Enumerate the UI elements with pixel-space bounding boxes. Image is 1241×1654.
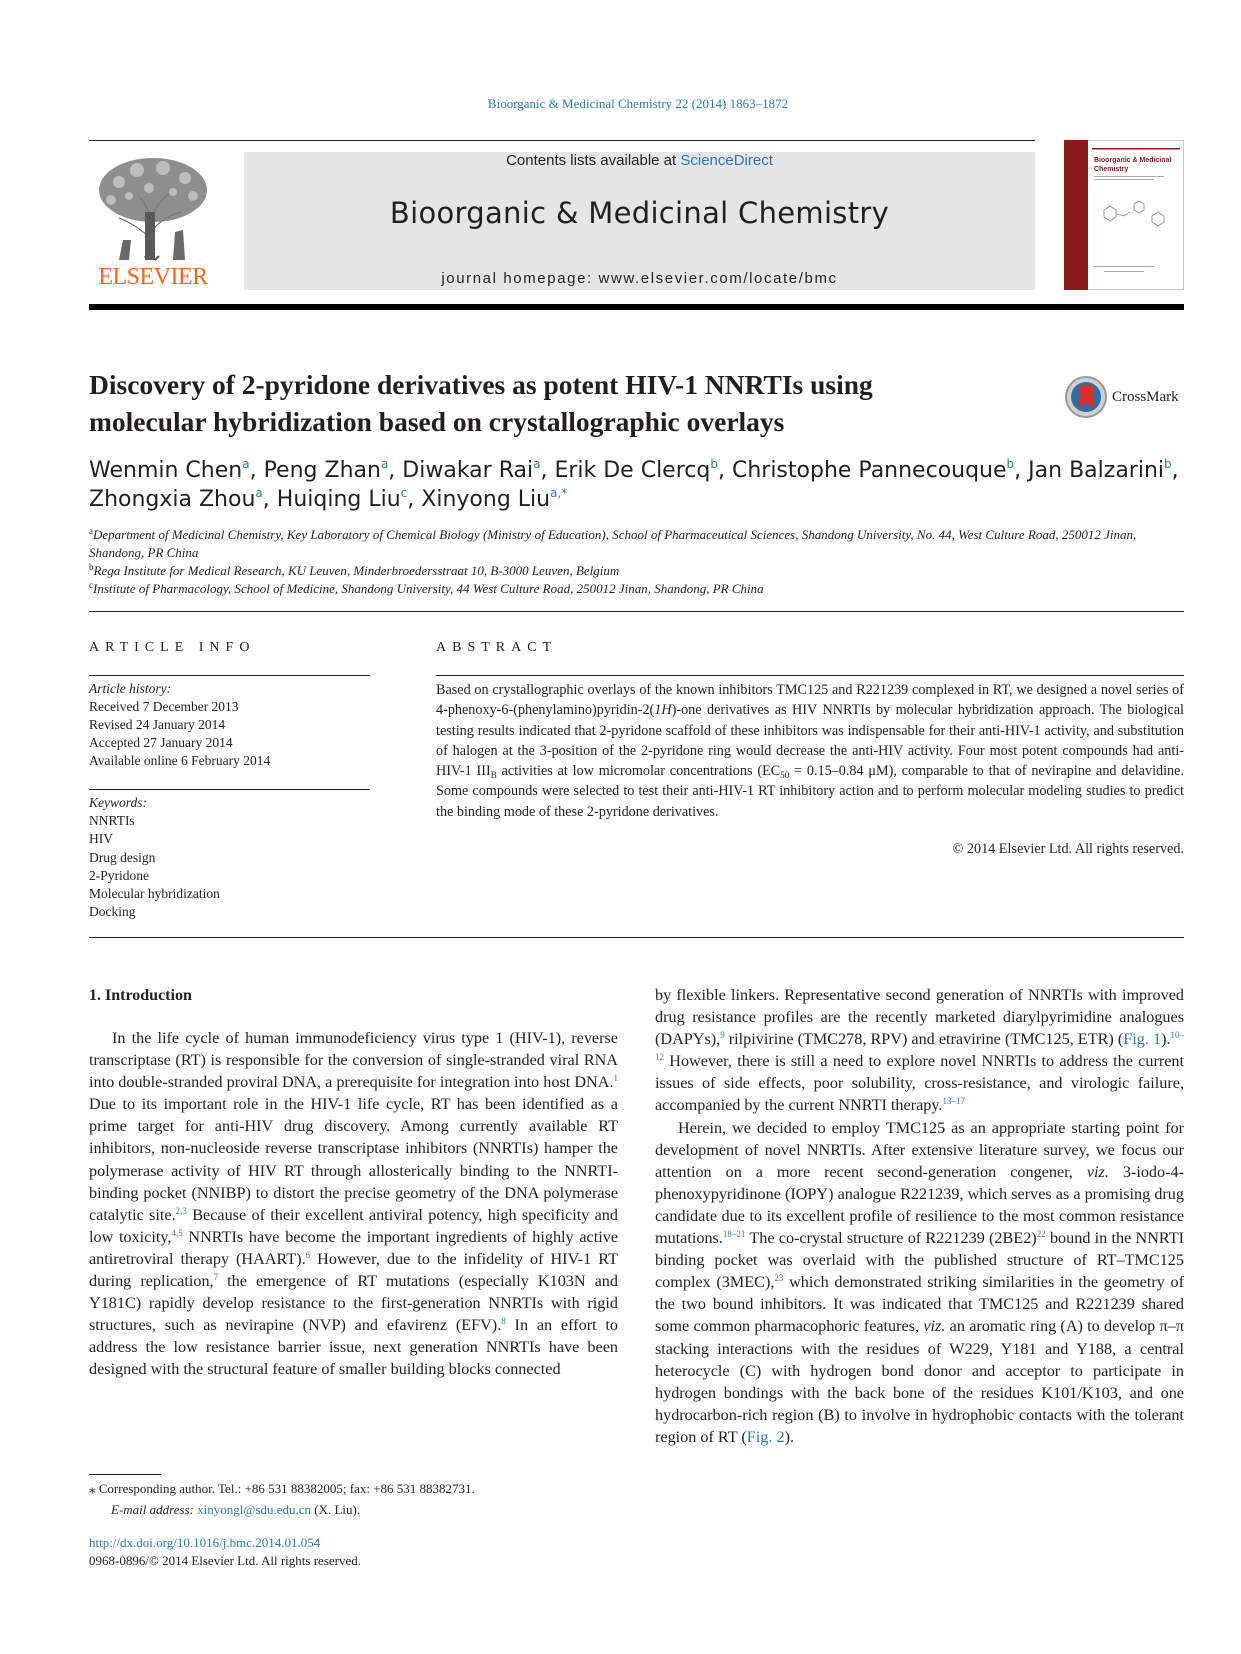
affiliations [89, 526, 1184, 598]
article-info-heading: ARTICLE INFO [89, 640, 256, 655]
history-revised: Revised 24 January 2014 [89, 717, 226, 732]
author[interactable]: Xinyong Liu$^{a,*}$ [421, 486, 568, 512]
footnote-rule [89, 1474, 161, 1475]
abstract-rule [436, 675, 1184, 676]
keyword: HIV [89, 831, 113, 847]
cover-title-2: Chemistry [1094, 166, 1129, 173]
journal-reference[interactable]: Bioorganic & Medicinal Chemistry 22 (2014) 1863–1872 [487, 96, 789, 111]
issn-copyright: 0968-0896/© 2014 Elsevier Ltd. All rights reserved. [89, 1553, 361, 1568]
citation[interactable]: 9 [720, 1030, 725, 1041]
article-history [89, 680, 369, 770]
citation[interactable]: 1 [613, 1073, 618, 1084]
tree-icon [89, 152, 217, 262]
citation[interactable]: 6 [305, 1249, 311, 1260]
intro-paragraph-2: Herein, we decided to employ TMC125 as an appropriate starting point for development of novel NNRTIs. After extensive literature survey, we focus our attention on a more recent second-generation congener, viz. 3-iodo-4-phenoxypyridinone (IOPY) analogue R221239, which serves as a promising drug candidate due to its excellent profile of resilience to the most common resistance mutations.$^{18-21}$ The co-crystal structure of R221239 $(2BE2)^{22}$ bound in the NNRTI binding pocket was overlaid with the published structure of RT–TMC125 complex (3MEC),$^{23}$ which demonstrated striking similarities in the geometry of the two bound inhibitors. It was indicated that TMC125 and R221239 shared some common pharmacophoric features, viz. an aromatic ring (A) to develop π–π stacking interactions with the residues of W229, Y181 and Y188, a central heterocycle (C) with hydrogen bond donor and acceptor to participate in hydrogen bondings with the back bone of the residues K101/K103, and one hydrocarbon-rich region (B) to involve in hydrophobic contacts with the tolerant region of RT (Fig. 2). [655, 1118, 1184, 1446]
author-list [89, 456, 1189, 514]
elsevier-logo[interactable] [89, 152, 217, 292]
author[interactable]: Diwakar Rai$^a$, [402, 457, 555, 483]
crossmark-badge[interactable] [1064, 375, 1189, 421]
figure-link[interactable]: Fig. 1 [1123, 1030, 1162, 1049]
citation[interactable]: 23 [774, 1273, 784, 1284]
keyword: Docking [89, 904, 136, 920]
citation[interactable]: 8 [501, 1316, 506, 1327]
footnote-marker: ⁎ [89, 1481, 96, 1496]
history-received: Received 7 December 2013 [89, 699, 239, 714]
header-divider [89, 140, 1035, 141]
article-title [89, 366, 1029, 440]
citation[interactable]: 18–21 [722, 1229, 746, 1240]
footnote-line-2: E-mail address: xinyongl@sdu.edu.cn (X. Liu). [111, 1502, 361, 1517]
abstract-heading: ABSTRACT [436, 640, 558, 655]
journal-cover[interactable] [1064, 140, 1184, 290]
body-column-right [655, 984, 1184, 1448]
author[interactable]: Erik De Clercq$^b$, [554, 457, 732, 483]
intro-paragraph-1-cont: by flexible linkers. Representative second generation of NNRTIs with improved drug resistance profiles are the recently marketed diarylpyrimidine analogues (DAPYs),$^9$ rilpivirine (TMC278, RPV) and etravirine (TMC125, ETR) (Fig. 1).$^{10-12}$ However, there is still a need to explore novel NNRTIs to address the current issues of side effects, poor solubility, cross-resistance, and virologic failure, accompanied by the current NNRTI therapy.$^{13-17}$ [655, 986, 1184, 1115]
journal-homepage[interactable]: journal homepage: www.elsevier.com/locate/bmc [441, 270, 838, 287]
keyword: NNRTIs [89, 813, 135, 829]
history-online: Available online 6 February 2014 [89, 753, 271, 768]
author[interactable]: Wenmin Chen$^a$, [89, 457, 264, 483]
citation[interactable]: 2,3 [175, 1205, 187, 1216]
publisher-name: ELSEVIER [98, 264, 208, 290]
cover-title-1: Bioorganic & Medicinal [1094, 157, 1172, 164]
keyword: 2-Pyridone [89, 867, 149, 883]
article-title-line-2: molecular hybridization based on crystallographic overlays [89, 406, 785, 437]
email-link[interactable]: xinyongl@sdu.edu.cn [197, 1502, 311, 1517]
author[interactable]: Jan Balzarini$^b$, [1028, 457, 1179, 483]
citation[interactable]: 22 [1036, 1229, 1046, 1240]
crossmark-icon [1064, 375, 1108, 419]
intro-paragraph-1: In the life cycle of human immunodeficiency virus type 1 (HIV-1), reverse transcriptase (RT) is responsible for the conversion of single-stranded viral RNA into double-stranded proviral DNA, a prerequisite for integration into host DNA.$^1$ Due to its important role in the HIV-1 life cycle, RT has been identified as a prime target for anti-HIV drug discovery. Among currently available RT inhibitors, non-nucleoside reverse transcriptase inhibitors (NNRTIs) hamper the polymerase activity of HIV RT through allosterically binding to the NNRTI-binding pocket (NNIBP) to distort the precise geometry of the DNA polymerase catalytic site.$^{2,3}$ Because of their excellent antiviral potency, high specificity and low toxicity,$^{4,5}$ NNRTIs have become the important ingredients of highly active antiretroviral therapy (HAART).$^6$ However, due to the infidelity of HIV-1 RT during replication,$^7$ the emergence of RT mutations (especially K103N and Y181C) rapidly develop resistance to the first-generation NNRTIs with rigid structures, such as nevirapine (NVP) and efavirenz (EFV).$^8$ In an effort to address the low resistance barrier issue, next generation NNRTIs have been designed with the structural feature of smaller building blocks connected [89, 1029, 618, 1379]
section-divider [89, 611, 1184, 612]
article-info-rule [89, 675, 370, 676]
journal-banner [244, 152, 1035, 290]
keywords-label: Keywords: [89, 795, 147, 810]
abstract-copyright: © 2014 Elsevier Ltd. All rights reserved. [952, 841, 1184, 857]
citation[interactable]: 4,5 [171, 1227, 183, 1238]
figure-link[interactable]: Fig. 2 [746, 1427, 785, 1446]
affiliation-a: $^a$Department of Medicinal Chemistry, Key Laboratory of Chemical Biology (Ministry of Education), School of Pharmaceutical Sciences, Shandong University, No. 44, West Culture Road, 250012 Jinan, Shandong, PR China [89, 526, 1137, 560]
history-accepted: Accepted 27 January 2014 [89, 735, 233, 750]
sciencedirect-link[interactable]: ScienceDirect [680, 152, 773, 169]
keywords [89, 794, 369, 921]
body-divider [89, 937, 1184, 938]
journal-title: Bioorganic & Medicinal Chemistry [389, 196, 890, 230]
citation[interactable]: 10–12 [655, 1030, 1184, 1063]
affiliation-c: $^c$Institute of Pharmacology, School of Medicine, Shandong University, 44 West Culture Road, 250012 Jinan, Shandong, PR China [89, 580, 764, 596]
keyword: Drug design [89, 849, 156, 865]
contents-prefix: Contents lists available at [506, 152, 681, 169]
doi-link[interactable]: http://dx.doi.org/10.1016/j.bmc.2014.01.054 [89, 1535, 321, 1550]
author[interactable]: Peng Zhan$^a$, [263, 457, 403, 483]
keyword: Molecular hybridization [89, 886, 220, 902]
body-column-left [89, 1027, 618, 1381]
author[interactable]: Huiqing Liu$^c$, [276, 486, 422, 512]
crossmark-label: CrossMark [1112, 389, 1179, 405]
keywords-rule [89, 789, 370, 790]
author[interactable]: Christophe Pannecouque$^b$, [731, 457, 1029, 483]
footnote-line-1: ⁎ Corresponding author. Tel.: +86 531 88382005; fax: +86 531 88382731. [89, 1481, 475, 1496]
article-title-line-1: Discovery of 2-pyridone derivatives as potent HIV-1 NNRTIs using [89, 369, 873, 400]
citation[interactable]: 13–17 [942, 1096, 965, 1107]
abstract-text: Based on crystallographic overlays of the known inhibitors TMC125 and R221239 complexed in RT, we designed a novel series of 4-phenoxy-6-(phenylamino)pyridin-2(1H)-one derivatives as HIV NNRTIs by molecular hybridization approach. The biological testing results indicated that 2-pyridone scaffold of these inhibitors was indispensable for their anti-HIV-1 activity, and substitution of halogen at the 3-position of the 2-pyridone ring would decrease the anti-HIV activity. Four most potent compounds had anti-HIV-1 $III_B$ activities at low micromolar concentrations ($EC_{50} = 0.15-0.84$ μM), comparable to that of nevirapine and delavidine. Some compounds were selected to test their anti-HIV-1 RT inhibitory action and to perform molecular modeling studies to predict the binding mode of these 2-pyridone derivatives. [436, 682, 1184, 820]
journal-cover-image [1064, 140, 1184, 290]
affiliation-b: $^b$Rega Institute for Medical Research, KU Leuven, Minderbroedersstraat 10, B-3000 Leuven, Belgium [89, 562, 620, 578]
citation[interactable]: 7 [213, 1272, 219, 1283]
header-thick-rule [89, 304, 1184, 310]
corresponding-author-footnote [89, 1478, 618, 1520]
author[interactable]: Zhongxia Zhou$^a$, [89, 486, 277, 512]
history-label: Article history: [89, 681, 172, 696]
contents-line [244, 152, 1035, 169]
section-heading-introduction: 1. Introduction [89, 987, 192, 1004]
